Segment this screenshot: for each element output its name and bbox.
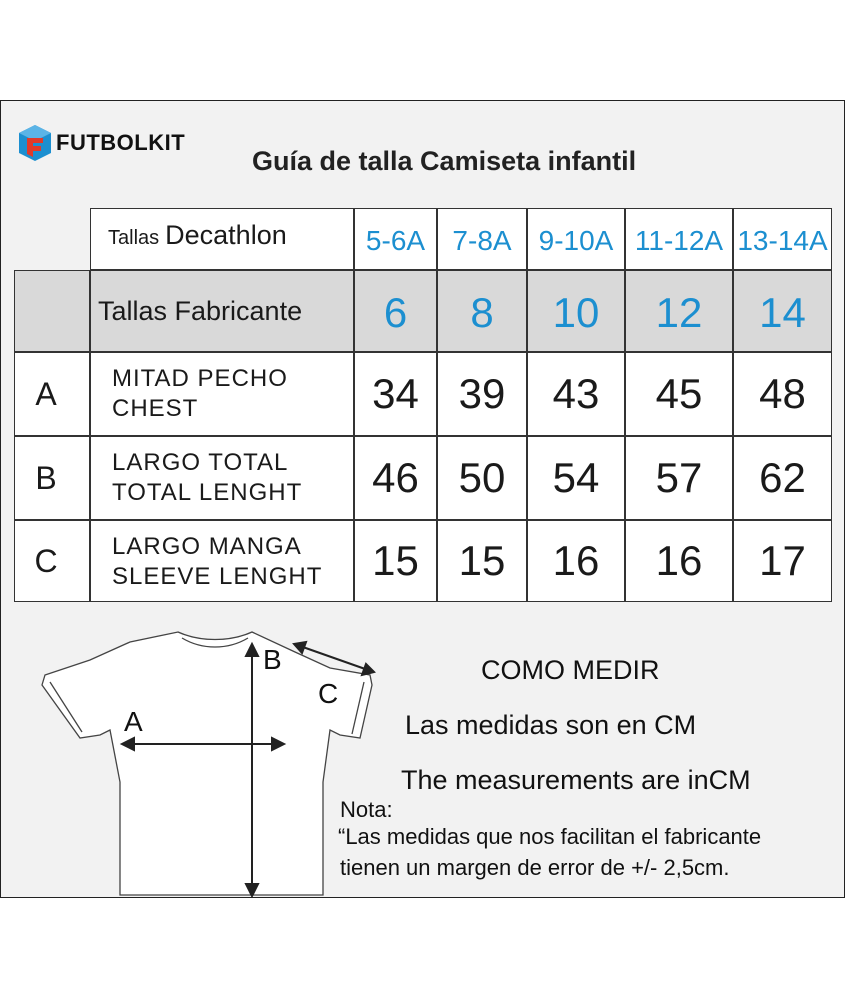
- nota-label: Nota:: [340, 797, 393, 822]
- decathlon-size: 13-14A: [737, 225, 828, 256]
- como-medir-heading: COMO MEDIR: [481, 655, 660, 685]
- fabricante-size: 8: [470, 289, 494, 336]
- nota-line-2: tienen un margen de error de +/- 2,5cm.: [340, 855, 730, 880]
- row-label: [112, 532, 322, 592]
- measure-value: 62: [759, 454, 806, 501]
- measure-value: 45: [655, 370, 703, 417]
- row-letter: A: [35, 375, 57, 412]
- decathlon-label-small: Tallas: [108, 227, 160, 249]
- measure-value: 43: [552, 370, 600, 417]
- row-label-es: MITAD PECHO: [112, 365, 288, 392]
- fabricante-label: Tallas Fabricante: [98, 295, 303, 326]
- measure-value: 16: [552, 537, 600, 584]
- fabricante-size: 10: [552, 289, 600, 336]
- brand-logo: [18, 124, 185, 162]
- page-title: Guía de talla Camiseta infantil: [252, 146, 637, 176]
- measure-value: 50: [458, 454, 506, 501]
- decathlon-size: 11-12A: [634, 225, 724, 256]
- tshirt-diagram: [30, 620, 380, 900]
- decathlon-size: 9-10A: [538, 225, 614, 256]
- fabricante-size: 14: [759, 289, 806, 336]
- row-letter: B: [35, 459, 57, 496]
- units-note-en: The measurements are inCM: [401, 765, 751, 795]
- row-label: [112, 364, 288, 424]
- fabricante-size: 12: [655, 289, 703, 336]
- measure-value: 34: [372, 370, 419, 417]
- measure-value: 17: [759, 537, 806, 584]
- row-label-es: LARGO MANGA: [112, 533, 302, 560]
- row-label-es: LARGO TOTAL: [112, 449, 289, 476]
- measure-value: 48: [759, 370, 806, 417]
- diagram-label-b: B: [263, 644, 282, 675]
- measure-value: 15: [372, 537, 419, 584]
- row-label: [112, 448, 302, 508]
- brand-name: FUTBOLKIT: [56, 130, 186, 155]
- measure-value: 54: [552, 454, 600, 501]
- diagram-label-c: C: [318, 678, 339, 709]
- logo-cube-icon: [18, 124, 52, 162]
- row-label-en: CHEST: [112, 395, 199, 422]
- row-label-en: SLEEVE LENGHT: [112, 563, 323, 590]
- measure-value: 15: [458, 537, 506, 584]
- diagram-label-a: A: [124, 706, 143, 737]
- decathlon-size: 5-6A: [365, 225, 426, 256]
- row-label-en: TOTAL LENGHT: [112, 479, 303, 506]
- row-letter: C: [34, 542, 58, 579]
- decathlon-label: [108, 220, 287, 251]
- decathlon-label-big: Decathlon: [165, 220, 287, 250]
- row-letter-cell: [14, 270, 90, 352]
- measure-value: 39: [458, 370, 506, 417]
- measure-value: 57: [655, 454, 703, 501]
- nota-line-1: “Las medidas que nos facilitan el fabricante: [338, 824, 762, 849]
- fabricante-size: 6: [383, 289, 408, 336]
- measure-value: 16: [655, 537, 703, 584]
- units-note-es: Las medidas son en CM: [405, 710, 697, 740]
- decathlon-size: 7-8A: [452, 225, 512, 256]
- measure-value: 46: [372, 454, 419, 501]
